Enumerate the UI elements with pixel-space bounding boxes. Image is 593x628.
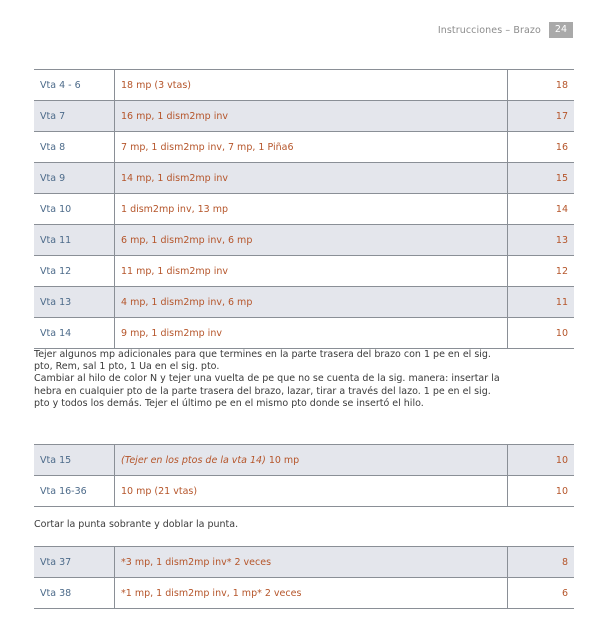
- header-title: Instrucciones – Brazo: [437, 24, 541, 36]
- round-cell: Vta 4 - 6: [40, 79, 81, 91]
- round-cell: Vta 9: [34, 163, 115, 194]
- stitch-count-cell: 10: [555, 485, 568, 497]
- round-cell: Vta 13: [34, 287, 115, 318]
- paragraph-line: pto, Rem, sal 1 pto, 1 Ua en el sig. pto.: [34, 361, 220, 373]
- round-cell: Vta 37: [34, 547, 115, 578]
- stitch-count-cell: 16: [555, 141, 568, 153]
- stitch-count-cell: 12: [555, 265, 568, 277]
- stitch-count-cell: 15: [508, 163, 575, 194]
- instruction-cell: 18 mp (3 vtas): [115, 70, 508, 101]
- stitch-count-cell: 11: [508, 287, 575, 318]
- instruction-cell: 6 mp, 1 dism2mp inv, 6 mp: [115, 225, 508, 256]
- round-cell: Vta 12: [40, 265, 72, 277]
- table-row: [34, 578, 574, 609]
- instruction-cell: 16 mp, 1 dism2mp inv: [115, 101, 508, 132]
- table-row: [34, 287, 574, 318]
- instruction-cell: 4 mp, 1 dism2mp inv, 6 mp: [115, 287, 508, 318]
- stitch-count-cell: 18: [555, 79, 568, 91]
- instruction-cell: *3 mp, 1 dism2mp inv* 2 veces: [115, 547, 508, 578]
- instruction-cell: 11 mp, 1 dism2mp inv: [115, 256, 508, 287]
- table-row: [34, 70, 574, 101]
- pattern-table-1: [34, 69, 574, 349]
- instruction-cell: 7 mp, 1 dism2mp inv, 7 mp, 1 Piña6: [115, 132, 508, 163]
- pattern-table-3: [34, 546, 574, 609]
- table-row: [34, 132, 574, 163]
- paragraph-line: hebra en cualquier pto de la parte trasera del brazo, lazar, tirar a través del lazo. 1 pe en el sig.: [34, 385, 491, 397]
- page-number-badge: 24: [549, 22, 573, 38]
- table-row: [34, 547, 574, 578]
- round-cell: Vta 16-36: [40, 485, 87, 497]
- instruction-cell: 14 mp, 1 dism2mp inv: [115, 163, 508, 194]
- round-cell: Vta 38: [40, 587, 72, 599]
- table-row: [34, 256, 574, 287]
- table-row: [34, 318, 574, 349]
- stitch-count-cell: 17: [508, 101, 575, 132]
- instruction-cell: *1 mp, 1 dism2mp inv, 1 mp* 2 veces: [115, 578, 508, 609]
- stitch-count-cell: 13: [508, 225, 575, 256]
- instruction-cell: [115, 445, 508, 476]
- stitch-count-cell: 10: [508, 445, 575, 476]
- table-row: [34, 194, 574, 225]
- paragraph-line: Cambiar al hilo de color N y tejer una vuelta de pe que no se cuenta de la sig. manera: insertar la: [34, 373, 500, 385]
- paragraph-line: Tejer algunos mp adicionales para que termines en la parte trasera del brazo con 1 pe en el sig.: [34, 349, 491, 360]
- round-cell: Vta 7: [34, 101, 115, 132]
- page-header: [438, 22, 573, 38]
- table-row: [34, 476, 574, 507]
- cut-instruction-text: Cortar la punta sobrante y doblar la punta.: [34, 519, 239, 530]
- stitch-count-cell: 10: [555, 327, 568, 339]
- instruction-cell: 9 mp, 1 dism2mp inv: [115, 318, 508, 349]
- instruction-text: 10 mp: [265, 454, 300, 466]
- instruction-italic: (Tejer en los ptos de la vta 14): [121, 454, 266, 466]
- pattern-table-2: [34, 444, 574, 507]
- table-row: [34, 101, 574, 132]
- table-row: [34, 225, 574, 256]
- round-cell: Vta 11: [34, 225, 115, 256]
- round-cell: Vta 15: [34, 445, 115, 476]
- round-cell: Vta 8: [40, 141, 66, 153]
- paragraph-line: pto y todos los demás. Tejer el último pe en el mismo pto donde se insertó el hilo.: [34, 397, 424, 409]
- stitch-count-cell: 14: [555, 203, 568, 215]
- round-cell: Vta 14: [40, 327, 72, 339]
- instructions-paragraph: [34, 349, 576, 410]
- instruction-cell: 10 mp (21 vtas): [115, 476, 508, 507]
- stitch-count-cell: 6: [561, 587, 568, 599]
- instruction-cell: 1 dism2mp inv, 13 mp: [115, 194, 508, 225]
- table-row: [34, 163, 574, 194]
- table-row: [34, 445, 574, 476]
- stitch-count-cell: 8: [508, 547, 575, 578]
- round-cell: Vta 10: [40, 203, 72, 215]
